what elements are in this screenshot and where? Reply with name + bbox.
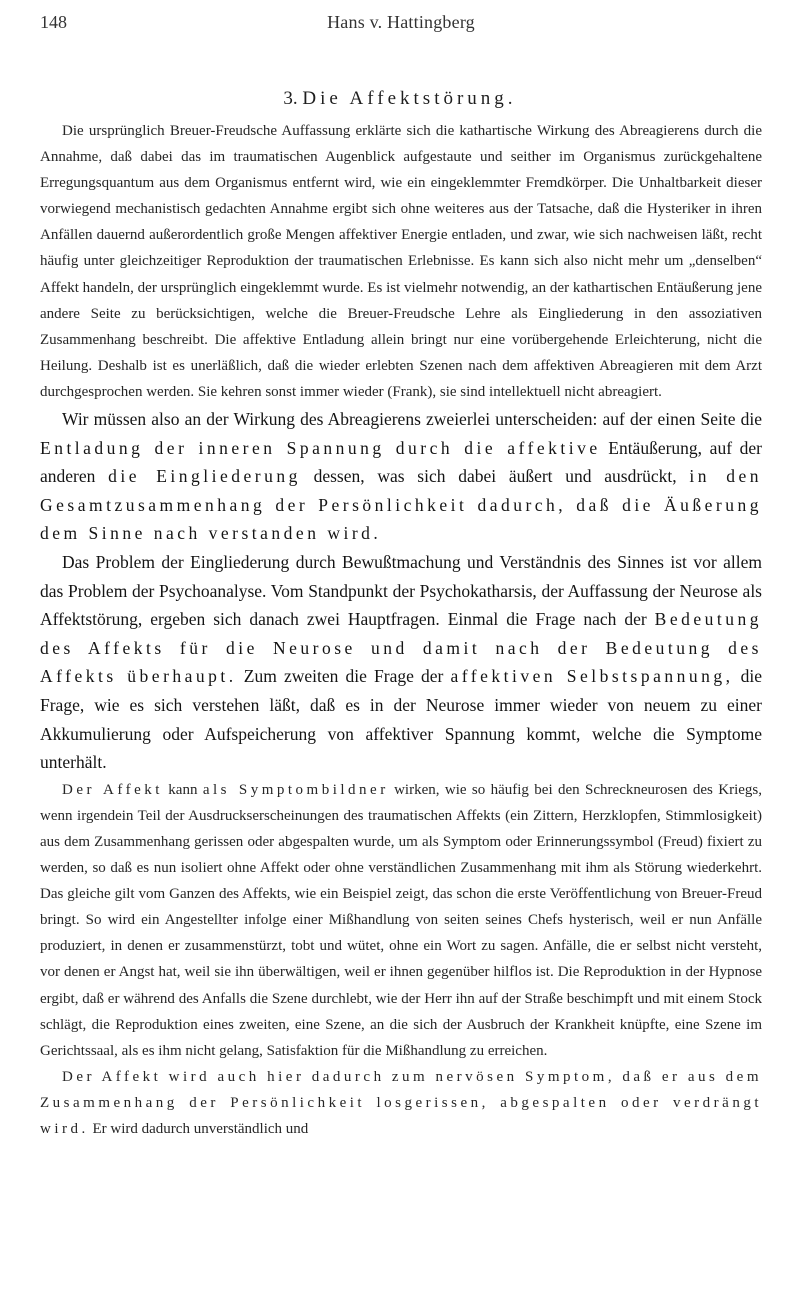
paragraph-1: Die ursprünglich Breuer-Freudsche Auffassung erklärte sich die kathartische Wirkung des Abreagierens durch die Annahme, daß dabei das im traumatischen Augenblick aufgestaute und seither im Organismus zurückgehaltene Erregungsquantum aus dem Organismus entfernt wird, wie ein eingeklemmter Fremdkörper. Die Unhaltbarkeit dieser vorwiegend mechanistisch gedachten Annahme ergibt sich ohne weiteres aus der Tatsache, daß die Hysteriker in ihren Anfällen dauernd außerordentlich große Mengen affektiver Energie entladen, und zwar, wie sich nachweisen läßt, recht häufig unter gleichzeitiger Reproduktion der traumatischen Erlebnisse. Es kann sich also nicht mehr um „denselben“ Affekt handeln, der ursprünglich eingeklemmt wurde. Es ist vielmehr notwendig, an der kathartischen Entäußerung jene andere Seite zu berücksichtigen, welche die Breuer-Freudsche Lehre als Eingliederung in den assoziativen Zusammenhang beschreibt. Die affektive Entladung allein bringt nur eine vorübergehende Erleichterung, nicht die Heilung. Deshalb ist es unerläßlich, daß die wieder erlebten Szenen nach dem affektiven Abreagieren mit dem Arzt durchgesprochen werden. Sie kehren sonst immer wieder (Frank), sie sind intellektuell nicht abreagiert.	[40, 123, 762, 400]
running-head: Hans v. Hattingberg	[327, 12, 475, 32]
p2-emphasis-f: in den Gesamtzusammenhang der Persönlichkeit dadurch, daß die Äußerung dem Sinne nach verstanden wird.	[40, 466, 762, 544]
body-text	[40, 118, 762, 1142]
paragraph-2	[40, 405, 762, 548]
p4-text-d: wirken, wie so häufig bei den Schreckneurosen des Kriegs, wenn irgendein Teil der Ausdruckserscheinungen des traumatischen Affekts (ein Zittern, Herzklopfen, Stimmlosigkeit) aus dem Zusammenhang gerissen oder abgespalten wurde, um als Symptom oder Erinnerungssymbol (Freud) fixiert zu werden, so daß es nun isoliert ohne Affekt oder ohne verständlichen Zusammenhang mit ihm als Störung wiederkehrt. Das gleiche gilt vom Ganzen des Affekts, wie ein Beispiel zeigt, das schon die erste Veröffentlichung von Breuer-Freud bringt. So wird ein Angestellter infolge einer Mißhandlung von seiten seines Chefs hysterisch, weil er nun Anfälle produziert, in denen er zusammenstürzt, tobt und wütet, ohne ein Wort zu sagen. Anfälle, die er selbst nicht versteht, vor denen er Angst hat, weil sie ihn überwältigen, weil er ihnen gegenüber hilflos ist. Die Reproduktion in der Hypnose ergibt, daß er während des Anfalls die Szene durchlebt, wie der Herr ihn auf der Straße beschimpft und mit einem Stock schlägt, die Reproduktion eines zweiten, eine Szene, an die sich der Ausbruch der Krankheit knüpfte, eine Szene im Gerichtssaal, als es ihm nicht gelang, Satisfaktion für die Mißhandlung zu erreichen.	[40, 781, 762, 1059]
p5-emphasis-a: Der Affekt wird auch hier dadurch zum nervösen Symptom, daß er aus dem Zusammenhang der Persönlichkeit losgerissen, abgespalten oder verdrängt wird.	[40, 1068, 762, 1137]
p2-emphasis-d: die Eingliederung	[108, 466, 301, 487]
paragraph-3	[40, 548, 762, 777]
p3-emphasis-d: affektiven Selbstspannung,	[450, 666, 734, 687]
p2-text-a: Wir müssen also an der Wirkung des Abreagierens zweierlei unterscheiden: auf der einen Seite die	[62, 409, 762, 430]
paragraph-4	[40, 777, 762, 1064]
p2-text-e: dessen, was sich dabei äußert und ausdrückt,	[300, 466, 690, 487]
p2-text-c: Entäußerung, auf der anderen	[40, 437, 762, 487]
p5-text-b: Er wird dadurch unverständlich und	[88, 1120, 309, 1137]
page-number: 148	[40, 12, 67, 32]
p3-text-c: Zum zweiten die Frage der	[236, 666, 451, 687]
section-number: 3.	[283, 88, 298, 109]
p4-text-b: kann	[162, 781, 203, 798]
p3-text-e: die Frage, wie es sich verstehen läßt, daß es in der Neurose immer wieder von neuem zu einer Akkumulierung oder Aufspeicherung von affektiver Spannung kommt, welche die Symptome unterhält.	[40, 666, 762, 773]
p2-emphasis-b: Entladung der inneren Spannung durch die affektive	[40, 437, 601, 458]
p3-emphasis-b: Bedeutung des Affekts für die Neurose und damit nach der Bedeutung des Affekts überhaupt.	[40, 609, 762, 687]
p3-text-a: Das Problem der Eingliederung durch Bewußtmachung und Verständnis des Sinnes ist vor allem das Problem der Psychoanalyse. Vom Standpunkt der Psychokatharsis, der Auffassung der Neurose als Affektstörung, ergeben sich danach zwei Hauptfragen. Einmal die Frage nach der	[40, 552, 762, 630]
p4-emphasis-a: Der Affekt	[62, 781, 163, 798]
section-title: Die Affektstörung.	[302, 88, 517, 109]
p4-emphasis-c: als Symptombildner	[202, 781, 389, 798]
section-heading	[0, 88, 800, 110]
paragraph-5	[40, 1064, 762, 1142]
